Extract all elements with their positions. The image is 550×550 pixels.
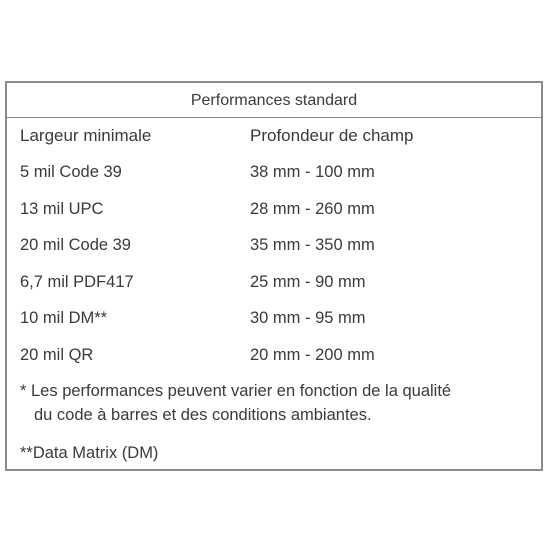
header-depth-of-field: Profondeur de champ (250, 126, 414, 146)
table-row (20, 301, 530, 338)
cell-depth-of-field: 38 mm - 100 mm (250, 163, 375, 182)
cell-min-width: 10 mil DM** (20, 309, 108, 328)
header-min-width: Largeur minimale (20, 126, 152, 146)
performance-panel (5, 81, 543, 471)
table-row (20, 337, 530, 374)
table-row (20, 264, 530, 301)
table-row (20, 155, 530, 192)
cell-depth-of-field: 28 mm - 260 mm (250, 199, 375, 218)
cell-min-width: 20 mil QR (20, 345, 94, 364)
cell-depth-of-field: 35 mm - 350 mm (250, 236, 375, 255)
performance-note-line-2: du code à barres et des conditions ambiantes. (34, 406, 372, 424)
table-header-row (20, 118, 530, 155)
cell-min-width: 6,7 mil PDF417 (20, 272, 134, 291)
cell-depth-of-field: 20 mm - 200 mm (250, 345, 375, 364)
cell-min-width: 5 mil Code 39 (20, 163, 122, 182)
table-row (20, 191, 530, 228)
performance-table (20, 118, 530, 374)
cell-depth-of-field: 30 mm - 95 mm (250, 309, 366, 328)
footnotes (20, 379, 535, 465)
performance-note-line-1: * Les performances peuvent varier en fonction de la qualité (20, 382, 452, 400)
panel-title: Performances standard (7, 83, 541, 118)
cell-min-width: 20 mil Code 39 (20, 236, 131, 255)
cell-depth-of-field: 25 mm - 90 mm (250, 272, 366, 291)
table-row (20, 228, 530, 265)
data-matrix-note: **Data Matrix (DM) (20, 444, 159, 462)
cell-min-width: 13 mil UPC (20, 199, 104, 218)
